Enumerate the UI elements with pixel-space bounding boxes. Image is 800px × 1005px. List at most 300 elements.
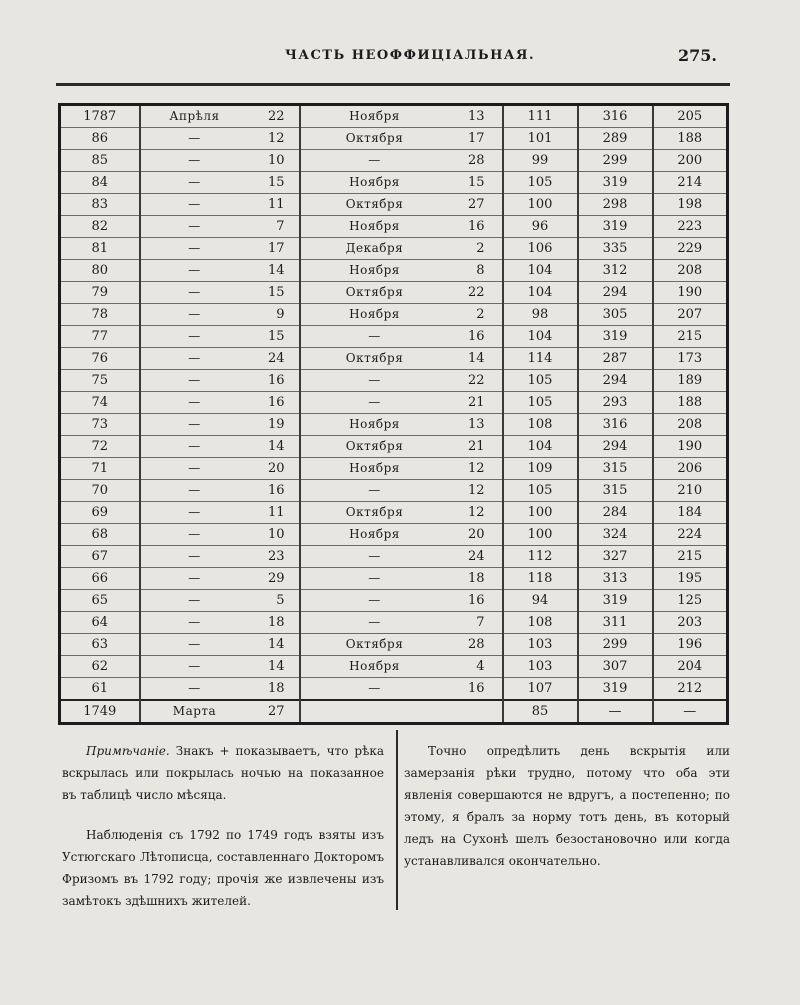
breakup-day: 11 xyxy=(267,505,285,520)
table-body xyxy=(60,105,728,724)
freeze-day: 21 xyxy=(467,439,485,454)
freeze-date-cell xyxy=(300,392,503,414)
breakup-month: — xyxy=(188,571,201,585)
count-cell-1: 108 xyxy=(503,414,578,436)
breakup-day: 14 xyxy=(267,439,285,454)
breakup-date-cell xyxy=(140,370,300,392)
count-cell-3: 198 xyxy=(653,194,728,216)
breakup-day: 24 xyxy=(267,351,285,366)
freeze-day: 2 xyxy=(476,241,485,256)
freeze-day: 28 xyxy=(467,637,485,652)
breakup-date-cell xyxy=(140,612,300,634)
freeze-date-cell xyxy=(300,458,503,480)
count-cell-3: 203 xyxy=(653,612,728,634)
freeze-day: 14 xyxy=(467,351,485,366)
count-cell-2: 335 xyxy=(578,238,653,260)
breakup-date-cell xyxy=(140,634,300,656)
year-cell: 63 xyxy=(60,634,140,656)
freeze-date-cell xyxy=(300,634,503,656)
count-cell-2: 298 xyxy=(578,194,653,216)
breakup-date-cell xyxy=(140,524,300,546)
freeze-date-cell xyxy=(300,678,503,701)
breakup-month: — xyxy=(188,241,201,255)
table-row xyxy=(60,348,728,370)
count-cell-2: 284 xyxy=(578,502,653,524)
page-number: 275. xyxy=(678,46,717,65)
freeze-date-cell xyxy=(300,194,503,216)
freeze-month: — xyxy=(368,549,381,563)
count-cell-1: 104 xyxy=(503,326,578,348)
count-cell-1: 104 xyxy=(503,260,578,282)
breakup-month: — xyxy=(188,439,201,453)
freeze-date-cell xyxy=(300,370,503,392)
freeze-day: 16 xyxy=(467,329,485,344)
count-cell-2: 327 xyxy=(578,546,653,568)
count-cell-3: 196 xyxy=(653,634,728,656)
year-cell: 68 xyxy=(60,524,140,546)
table-row xyxy=(60,656,728,678)
freeze-day: 8 xyxy=(476,263,485,278)
breakup-day: 14 xyxy=(267,637,285,652)
breakup-date-cell xyxy=(140,304,300,326)
count-cell-3: 223 xyxy=(653,216,728,238)
breakup-month: — xyxy=(188,659,201,673)
breakup-month: — xyxy=(188,329,201,343)
freeze-month: Ноября xyxy=(349,109,400,123)
count-cell-2: 315 xyxy=(578,480,653,502)
freeze-day: 24 xyxy=(467,549,485,564)
breakup-day: 16 xyxy=(267,483,285,498)
count-cell-1: 101 xyxy=(503,128,578,150)
breakup-date-cell xyxy=(140,568,300,590)
count-cell-2: 299 xyxy=(578,150,653,172)
year-cell: 69 xyxy=(60,502,140,524)
table-row xyxy=(60,524,728,546)
freeze-month: Ноября xyxy=(349,175,400,189)
breakup-date-cell xyxy=(140,546,300,568)
count-cell-2: 319 xyxy=(578,326,653,348)
count-cell-3: 173 xyxy=(653,348,728,370)
table-row xyxy=(60,282,728,304)
count-cell-3: 184 xyxy=(653,502,728,524)
count-cell-1: 112 xyxy=(503,546,578,568)
freeze-month: Ноября xyxy=(349,461,400,475)
count-cell-2: 305 xyxy=(578,304,653,326)
year-cell: 1787 xyxy=(60,105,140,128)
year-cell: 74 xyxy=(60,392,140,414)
count-cell-3: 206 xyxy=(653,458,728,480)
table-row xyxy=(60,502,728,524)
year-cell: 85 xyxy=(60,150,140,172)
count-cell-1: 100 xyxy=(503,524,578,546)
freeze-day: 7 xyxy=(476,615,485,630)
year-cell: 66 xyxy=(60,568,140,590)
count-cell-1: 106 xyxy=(503,238,578,260)
freeze-date-cell xyxy=(300,414,503,436)
count-cell-2: 299 xyxy=(578,634,653,656)
breakup-day: 5 xyxy=(276,593,285,608)
breakup-month: — xyxy=(188,483,201,497)
breakup-date-cell xyxy=(140,194,300,216)
table-row xyxy=(60,480,728,502)
year-cell: 82 xyxy=(60,216,140,238)
freeze-day: 16 xyxy=(467,681,485,696)
table-row xyxy=(60,304,728,326)
breakup-month: — xyxy=(188,637,201,651)
breakup-day: 23 xyxy=(267,549,285,564)
count-cell-1: 98 xyxy=(503,304,578,326)
freeze-date-cell xyxy=(300,172,503,194)
count-cell-2: 294 xyxy=(578,282,653,304)
count-cell-1: 105 xyxy=(503,172,578,194)
count-cell-1: 103 xyxy=(503,656,578,678)
count-cell-2: 319 xyxy=(578,172,653,194)
count-cell-3: 188 xyxy=(653,128,728,150)
count-cell-2: 324 xyxy=(578,524,653,546)
freeze-date-cell xyxy=(300,238,503,260)
breakup-date-cell xyxy=(140,238,300,260)
count-cell-2: 307 xyxy=(578,656,653,678)
freeze-day: 27 xyxy=(467,197,485,212)
year-cell: 75 xyxy=(60,370,140,392)
freeze-day: 15 xyxy=(467,175,485,190)
header-rule xyxy=(56,83,730,86)
freeze-month: Ноября xyxy=(349,307,400,321)
breakup-day: 15 xyxy=(267,329,285,344)
table-row xyxy=(60,370,728,392)
breakup-day: 16 xyxy=(267,395,285,410)
breakup-date-cell xyxy=(140,414,300,436)
freeze-day: 12 xyxy=(467,483,485,498)
breakup-month: Апрѣля xyxy=(169,109,220,123)
breakup-date-cell xyxy=(140,216,300,238)
breakup-day: 19 xyxy=(267,417,285,432)
breakup-date-cell xyxy=(140,678,300,701)
count-cell-2: 311 xyxy=(578,612,653,634)
breakup-date-cell xyxy=(140,172,300,194)
year-cell: 62 xyxy=(60,656,140,678)
count-cell-3: 215 xyxy=(653,326,728,348)
freeze-month: Ноября xyxy=(349,219,400,233)
table-row xyxy=(60,150,728,172)
freeze-date-cell xyxy=(300,590,503,612)
table-row xyxy=(60,128,728,150)
freeze-date-cell xyxy=(300,612,503,634)
count-cell-2: 312 xyxy=(578,260,653,282)
freeze-month: Декабря xyxy=(345,241,404,255)
count-cell-1: 105 xyxy=(503,370,578,392)
table-row xyxy=(60,414,728,436)
breakup-day: 15 xyxy=(267,175,285,190)
breakup-day: 20 xyxy=(267,461,285,476)
breakup-month: — xyxy=(188,263,201,277)
count-cell-2: 313 xyxy=(578,568,653,590)
count-cell-1: 94 xyxy=(503,590,578,612)
year-cell: 77 xyxy=(60,326,140,348)
breakup-month: — xyxy=(188,307,201,321)
freeze-date-cell xyxy=(300,348,503,370)
count-cell-2: 315 xyxy=(578,458,653,480)
table-row xyxy=(60,678,728,701)
breakup-day: 14 xyxy=(267,263,285,278)
freeze-month: — xyxy=(368,681,381,695)
note-paragraph: Точно опредѣлить день вскрытія или замерзанія рѣки трудно, потому что оба эти явленія совершаются не вдругъ, а постепенно; по этому, я бралъ за норму тотъ день, въ который ледъ на Сухонѣ шелъ безостановочно или когда устанавливался окончательно. xyxy=(404,744,730,868)
count-cell-1: 103 xyxy=(503,634,578,656)
breakup-month: — xyxy=(188,351,201,365)
breakup-month: — xyxy=(188,373,201,387)
breakup-month: — xyxy=(188,175,201,189)
breakup-month: — xyxy=(188,197,201,211)
breakup-month: — xyxy=(188,461,201,475)
freeze-date-cell xyxy=(300,326,503,348)
freeze-month: — xyxy=(368,395,381,409)
freeze-month: — xyxy=(368,153,381,167)
breakup-date-cell xyxy=(140,348,300,370)
count-cell-3: — xyxy=(653,700,728,724)
freeze-month: — xyxy=(368,615,381,629)
breakup-day: 12 xyxy=(267,131,285,146)
count-cell-2: 294 xyxy=(578,370,653,392)
breakup-date-cell xyxy=(140,105,300,128)
table-row xyxy=(60,238,728,260)
breakup-month: — xyxy=(188,153,201,167)
table-row xyxy=(60,436,728,458)
table-row xyxy=(60,458,728,480)
freeze-date-cell xyxy=(300,700,503,724)
year-cell: 61 xyxy=(60,678,140,701)
freeze-day: 13 xyxy=(467,109,485,124)
freeze-date-cell xyxy=(300,546,503,568)
count-cell-3: 215 xyxy=(653,546,728,568)
breakup-month: Марта xyxy=(172,704,217,718)
note-right-column xyxy=(404,740,730,890)
count-cell-1: 99 xyxy=(503,150,578,172)
table-row xyxy=(60,194,728,216)
year-cell: 78 xyxy=(60,304,140,326)
count-cell-3: 125 xyxy=(653,590,728,612)
table-row xyxy=(60,326,728,348)
breakup-date-cell xyxy=(140,282,300,304)
year-cell: 71 xyxy=(60,458,140,480)
freeze-date-cell xyxy=(300,656,503,678)
freeze-day: 12 xyxy=(467,505,485,520)
count-cell-3: 200 xyxy=(653,150,728,172)
freeze-date-cell xyxy=(300,260,503,282)
note-text: Знакъ + показываетъ, что рѣка вскрылась или покрылась ночью на показанное въ таблицѣ число мѣсяца. xyxy=(62,744,384,802)
count-cell-2: 319 xyxy=(578,216,653,238)
freeze-date-cell xyxy=(300,436,503,458)
table-row xyxy=(60,260,728,282)
year-cell: 86 xyxy=(60,128,140,150)
breakup-date-cell xyxy=(140,480,300,502)
year-cell: 80 xyxy=(60,260,140,282)
count-cell-1: 107 xyxy=(503,678,578,701)
year-cell: 65 xyxy=(60,590,140,612)
count-cell-3: 190 xyxy=(653,436,728,458)
freeze-month: Октября xyxy=(345,505,404,519)
count-cell-3: 189 xyxy=(653,370,728,392)
table-row xyxy=(60,105,728,128)
table-row xyxy=(60,634,728,656)
count-cell-3: 207 xyxy=(653,304,728,326)
freeze-day: 18 xyxy=(467,571,485,586)
breakup-date-cell xyxy=(140,502,300,524)
year-cell: 76 xyxy=(60,348,140,370)
count-cell-1: 114 xyxy=(503,348,578,370)
column-divider xyxy=(396,730,398,910)
freeze-month: Ноября xyxy=(349,659,400,673)
freeze-month: Октября xyxy=(345,637,404,651)
breakup-day: 7 xyxy=(276,219,285,234)
count-cell-3: 212 xyxy=(653,678,728,701)
count-cell-1: 109 xyxy=(503,458,578,480)
note-left-column xyxy=(62,740,384,930)
breakup-day: 27 xyxy=(267,704,285,719)
count-cell-3: 188 xyxy=(653,392,728,414)
freeze-date-cell xyxy=(300,502,503,524)
count-cell-1: 96 xyxy=(503,216,578,238)
breakup-day: 16 xyxy=(267,373,285,388)
breakup-day: 11 xyxy=(267,197,285,212)
count-cell-2: 294 xyxy=(578,436,653,458)
count-cell-1: 100 xyxy=(503,194,578,216)
year-cell: 79 xyxy=(60,282,140,304)
freeze-month: Октября xyxy=(345,285,404,299)
breakup-day: 29 xyxy=(267,571,285,586)
freeze-month: Ноября xyxy=(349,263,400,277)
breakup-day: 10 xyxy=(267,527,285,542)
count-cell-1: 100 xyxy=(503,502,578,524)
breakup-day: 9 xyxy=(276,307,285,322)
breakup-day: 14 xyxy=(267,659,285,674)
count-cell-3: 229 xyxy=(653,238,728,260)
freeze-month: Октября xyxy=(345,197,404,211)
note-paragraph: Наблюденія съ 1792 по 1749 годъ взяты изъ Устюгскаго Лѣтописца, составленнаго Докторомъ Фризомъ въ 1792 году; прочія же извлечены изъ замѣтокъ здѣшнихъ жителей. xyxy=(62,828,384,908)
breakup-date-cell xyxy=(140,326,300,348)
freeze-date-cell xyxy=(300,105,503,128)
freeze-day: 20 xyxy=(467,527,485,542)
freeze-day: 22 xyxy=(467,373,485,388)
count-cell-2: 293 xyxy=(578,392,653,414)
count-cell-3: 224 xyxy=(653,524,728,546)
count-cell-1: 108 xyxy=(503,612,578,634)
count-cell-1: 104 xyxy=(503,436,578,458)
page-header xyxy=(0,46,800,70)
count-cell-2: 289 xyxy=(578,128,653,150)
freeze-date-cell xyxy=(300,282,503,304)
freeze-date-cell xyxy=(300,304,503,326)
count-cell-3: 214 xyxy=(653,172,728,194)
freeze-date-cell xyxy=(300,128,503,150)
breakup-date-cell xyxy=(140,590,300,612)
year-cell: 73 xyxy=(60,414,140,436)
freeze-month: Ноября xyxy=(349,527,400,541)
year-cell: 72 xyxy=(60,436,140,458)
breakup-month: — xyxy=(188,549,201,563)
breakup-month: — xyxy=(188,417,201,431)
breakup-date-cell xyxy=(140,128,300,150)
count-cell-1: 111 xyxy=(503,105,578,128)
table-row xyxy=(60,216,728,238)
freeze-month: — xyxy=(368,571,381,585)
breakup-month: — xyxy=(188,615,201,629)
freeze-month: Октября xyxy=(345,439,404,453)
year-cell: 83 xyxy=(60,194,140,216)
freeze-day: 16 xyxy=(467,593,485,608)
breakup-month: — xyxy=(188,505,201,519)
freeze-month: — xyxy=(368,373,381,387)
freeze-month: Октября xyxy=(345,351,404,365)
count-cell-2: 319 xyxy=(578,590,653,612)
breakup-date-cell xyxy=(140,656,300,678)
count-cell-1: 105 xyxy=(503,392,578,414)
count-cell-3: 204 xyxy=(653,656,728,678)
count-cell-3: 208 xyxy=(653,414,728,436)
breakup-month: — xyxy=(188,131,201,145)
year-cell: 84 xyxy=(60,172,140,194)
breakup-day: 15 xyxy=(267,285,285,300)
breakup-date-cell xyxy=(140,392,300,414)
freeze-day: 13 xyxy=(467,417,485,432)
count-cell-2: 316 xyxy=(578,414,653,436)
freeze-month: Октября xyxy=(345,131,404,145)
table-row xyxy=(60,612,728,634)
breakup-date-cell xyxy=(140,260,300,282)
breakup-month: — xyxy=(188,593,201,607)
breakup-date-cell xyxy=(140,436,300,458)
breakup-month: — xyxy=(188,219,201,233)
count-cell-3: 195 xyxy=(653,568,728,590)
count-cell-1: 85 xyxy=(503,700,578,724)
freeze-date-cell xyxy=(300,524,503,546)
freeze-day: 16 xyxy=(467,219,485,234)
table-row xyxy=(60,546,728,568)
year-cell: 81 xyxy=(60,238,140,260)
breakup-day: 22 xyxy=(267,109,285,124)
freeze-date-cell xyxy=(300,150,503,172)
breakup-month: — xyxy=(188,527,201,541)
year-cell: 67 xyxy=(60,546,140,568)
freeze-day: 22 xyxy=(467,285,485,300)
breakup-day: 10 xyxy=(267,153,285,168)
count-cell-3: 190 xyxy=(653,282,728,304)
freeze-day: 17 xyxy=(467,131,485,146)
count-cell-1: 118 xyxy=(503,568,578,590)
note-label: Примѣчаніе. xyxy=(86,744,170,758)
table-row xyxy=(60,700,728,724)
running-title: ЧАСТЬ НЕОФФИЦІАЛЬНАЯ. xyxy=(285,48,536,63)
breakup-day: 17 xyxy=(267,241,285,256)
note-paragraph xyxy=(62,740,384,806)
count-cell-2: 316 xyxy=(578,105,653,128)
breakup-date-cell xyxy=(140,458,300,480)
year-cell: 70 xyxy=(60,480,140,502)
breakup-date-cell xyxy=(140,700,300,724)
count-cell-2: — xyxy=(578,700,653,724)
table-row xyxy=(60,172,728,194)
breakup-date-cell xyxy=(140,150,300,172)
freeze-date-cell xyxy=(300,480,503,502)
table-row xyxy=(60,568,728,590)
freeze-day: 12 xyxy=(467,461,485,476)
count-cell-1: 105 xyxy=(503,480,578,502)
freeze-day: 21 xyxy=(467,395,485,410)
table-row xyxy=(60,590,728,612)
breakup-day: 18 xyxy=(267,615,285,630)
freeze-month: Ноября xyxy=(349,417,400,431)
ice-observation-table xyxy=(58,103,729,725)
freeze-month: — xyxy=(368,483,381,497)
